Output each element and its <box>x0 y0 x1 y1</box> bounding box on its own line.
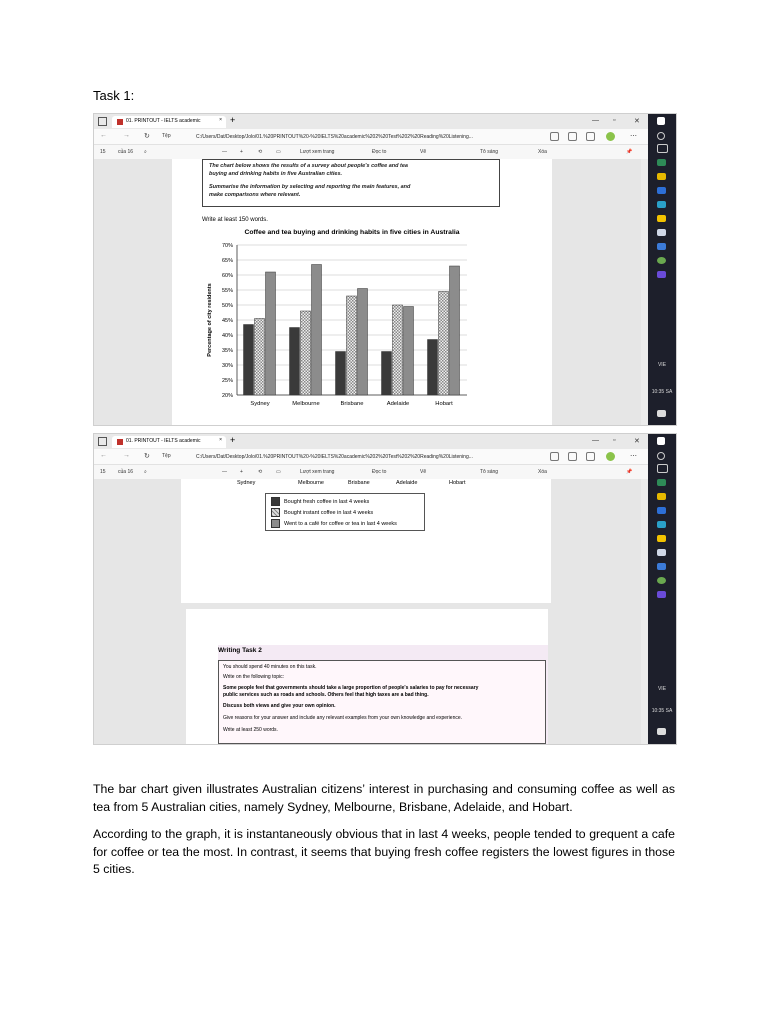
city-label: Sydney <box>237 480 256 486</box>
read-aloud-icon[interactable] <box>550 452 559 461</box>
y-tick-label: 55% <box>221 288 233 294</box>
collections-icon[interactable] <box>586 132 595 141</box>
bar <box>312 265 322 396</box>
bar <box>347 296 357 395</box>
essay-paragraph-2: According to the graph, it is instantaneously obvious that in last 4 weeks, people tended to grequent a cafe for coffee or tea the most. In contrast, it seems that buying fresh coffee registers the lowest figures in those 5 cities. <box>93 827 675 876</box>
back-icon[interactable]: ← <box>100 132 107 139</box>
close-window-button[interactable]: ✕ <box>634 438 640 445</box>
bar <box>439 292 449 396</box>
maximize-button[interactable]: ▫ <box>613 437 616 444</box>
writing-task-2-title: Writing Task 2 <box>218 647 262 654</box>
minimize-button[interactable]: — <box>592 437 599 444</box>
page-number-input[interactable]: 15 <box>100 469 106 475</box>
new-tab-button[interactable]: + <box>230 115 236 125</box>
app-icon[interactable] <box>657 229 666 236</box>
close-window-button[interactable]: ✕ <box>634 118 640 125</box>
y-tick-label: 25% <box>221 378 233 384</box>
windows-taskbar <box>648 114 676 425</box>
fit-icon[interactable]: ⟲ <box>258 469 263 475</box>
task-view-icon[interactable] <box>657 144 668 153</box>
forward-icon[interactable]: → <box>123 452 130 459</box>
y-tick-label: 35% <box>221 348 233 354</box>
erase-button[interactable]: Xóa <box>538 469 547 475</box>
page-total: của 16 <box>118 469 134 475</box>
app-icon[interactable] <box>657 159 666 166</box>
scrollbar[interactable] <box>641 159 648 425</box>
highlight-button[interactable]: Tô sáng <box>480 469 499 475</box>
search-icon[interactable]: ⌕ <box>144 469 147 475</box>
legend-swatch <box>271 497 280 506</box>
wt2-line: Write at least 250 words. <box>223 727 278 733</box>
clock[interactable]: 10:35 SA <box>651 708 673 714</box>
read-aloud-icon[interactable] <box>550 132 559 141</box>
bar <box>450 266 460 395</box>
y-tick-label: 50% <box>221 303 233 309</box>
bar <box>358 289 368 396</box>
erase-button[interactable]: Xóa <box>538 149 547 155</box>
x-tick-label: Hobart <box>435 401 453 407</box>
x-tick-label: Brisbane <box>340 401 364 407</box>
chrome-icon[interactable] <box>657 577 666 584</box>
pdf-icon <box>117 119 123 125</box>
city-label: Adelaide <box>396 480 418 486</box>
profile-avatar[interactable] <box>606 452 615 461</box>
more-icon[interactable]: ⋯ <box>630 453 637 460</box>
url-field[interactable]: C:/Users/Dat/Desktop/Jolo/01.%20PRINTOUT%20-%20IELTS%20academic%202%20Test%202%20Reading%20Listening... <box>196 134 473 140</box>
pdf-page <box>172 159 552 425</box>
collections-icon[interactable] <box>586 452 595 461</box>
chart-title: Coffee and tea buying and drinking habits in five cities in Australia <box>244 229 460 236</box>
browser-screenshot-1 <box>93 113 677 426</box>
page-number-input[interactable]: 15 <box>100 149 106 155</box>
y-tick-label: 40% <box>221 333 233 339</box>
legend-item <box>271 519 397 528</box>
address-bar <box>94 129 648 145</box>
windows-taskbar <box>648 434 676 744</box>
wt2-line: public services such as roads and schools. Others feel that high taxes are a bad thing. <box>223 692 429 698</box>
chart-legend <box>265 493 425 531</box>
wt2-line: Some people feel that governments should take a large proportion of people's salaries to pay for necessary <box>223 685 479 691</box>
zoom-in-button[interactable]: + <box>240 469 243 475</box>
tab-title: 01. PRINTOUT - IELTS academic <box>126 438 201 444</box>
y-tick-label: 20% <box>221 393 233 399</box>
legend-label: Went to a café for coffee or tea in last 4 weeks <box>284 520 397 527</box>
language-indicator[interactable]: VIE <box>657 686 667 692</box>
tab-actions-icon[interactable] <box>98 117 107 126</box>
windows-start-icon[interactable] <box>657 117 665 125</box>
fit-icon[interactable]: ⟲ <box>258 149 263 155</box>
folder-icon[interactable] <box>657 535 666 542</box>
prompt-line: The chart below shows the results of a survey about people's coffee and tea <box>209 163 408 169</box>
bar <box>336 352 346 396</box>
prompt-line: make comparisons where relevant. <box>209 192 301 198</box>
legend-item <box>271 508 373 517</box>
prompt-line: Summarise the information by selecting and reporting the main features, and <box>209 184 411 190</box>
scrollbar[interactable] <box>641 479 648 744</box>
draw-button[interactable]: Vẽ <box>420 149 427 155</box>
legend-label: Bought fresh coffee in last 4 weeks <box>284 498 370 505</box>
pdf-page <box>186 609 548 744</box>
page-total: của 16 <box>118 149 134 155</box>
legend-label: Bought instant coffee in last 4 weeks <box>284 509 374 516</box>
tab-close-icon[interactable]: × <box>219 117 222 123</box>
pdf-toolbar <box>94 145 648 160</box>
task-prompt-box <box>202 159 500 207</box>
tab-bar <box>94 434 648 449</box>
search-icon[interactable] <box>657 132 665 140</box>
y-tick-label: 65% <box>221 258 233 264</box>
city-label: Hobart <box>449 480 466 486</box>
url-label: Tệp <box>162 453 171 459</box>
app-icon[interactable] <box>657 549 666 556</box>
notification-icon[interactable] <box>657 410 666 417</box>
app-icon[interactable] <box>657 479 666 486</box>
writing-task-2 <box>218 645 548 745</box>
teams-icon[interactable] <box>657 591 666 598</box>
forward-icon[interactable]: → <box>123 132 130 139</box>
edge-icon[interactable] <box>657 201 666 208</box>
y-axis-label: Percentage of city residents <box>207 283 213 357</box>
back-icon[interactable]: ← <box>100 452 107 459</box>
draw-button[interactable]: Vẽ <box>420 469 427 475</box>
new-tab-button[interactable]: + <box>230 435 236 445</box>
pdf-viewport <box>94 479 648 744</box>
language-indicator[interactable]: VIE <box>657 362 667 368</box>
word-limit: Write at least 150 words. <box>202 217 268 223</box>
url-field[interactable]: C:/Users/Dat/Desktop/Jolo/01.%20PRINTOUT%20-%20IELTS%20academic%202%20Test%202%20Reading%20Listening... <box>196 454 473 460</box>
app-icon[interactable] <box>657 493 666 500</box>
essay-paragraph-1: The bar chart given illustrates Australian citizens’ interest in purchasing and consuming coffee as well as tea from 5 Australian cities, namely Sydney, Melbourne, Brisbane, Adelaide, and Hobart. <box>93 782 675 814</box>
bar <box>290 328 300 396</box>
url-label: Tệp <box>162 133 171 139</box>
teams-icon[interactable] <box>657 271 666 278</box>
folder-icon[interactable] <box>657 215 666 222</box>
writing-task-2-box <box>218 660 546 744</box>
zoom-in-button[interactable]: + <box>240 149 243 155</box>
bar-chart <box>172 225 552 425</box>
task-view-icon[interactable] <box>657 464 668 473</box>
refresh-icon[interactable]: ↻ <box>144 453 150 460</box>
page-fit-icon[interactable]: ▭ <box>276 469 281 475</box>
profile-avatar[interactable] <box>606 132 615 141</box>
wt2-line: You should spend 40 minutes on this task. <box>223 664 317 670</box>
mail-icon[interactable] <box>657 187 666 194</box>
y-tick-label: 30% <box>221 363 233 369</box>
bar <box>266 272 276 395</box>
prompt-line: buying and drinking habits in five Australian cities. <box>209 171 343 177</box>
app-icon[interactable] <box>657 173 666 180</box>
browser-screenshot-2 <box>93 433 677 745</box>
page-fit-icon[interactable]: ▭ <box>276 149 281 155</box>
bar <box>301 311 311 395</box>
read-aloud-button[interactable]: Đọc to <box>372 469 387 475</box>
city-label: Brisbane <box>348 480 370 486</box>
bar <box>428 340 438 396</box>
legend-item <box>271 497 369 506</box>
bar <box>393 305 403 395</box>
app-icon[interactable] <box>657 243 666 250</box>
y-tick-label: 70% <box>221 243 233 249</box>
legend-swatch <box>271 519 280 528</box>
page-view-button[interactable]: Lượt xem trang <box>300 149 335 155</box>
refresh-icon[interactable]: ↻ <box>144 133 150 140</box>
wt2-line: Write on the following topic: <box>223 674 285 680</box>
pdf-icon <box>117 439 123 445</box>
x-tick-label: Sydney <box>250 401 270 407</box>
pin-icon[interactable]: 📌 <box>626 469 633 475</box>
chrome-icon[interactable] <box>657 257 666 264</box>
search-icon[interactable] <box>657 452 665 460</box>
read-aloud-button[interactable]: Đọc to <box>372 149 387 155</box>
windows-start-icon[interactable] <box>657 437 665 445</box>
app-icon[interactable] <box>657 563 666 570</box>
page-view-button[interactable]: Lượt xem trang <box>300 469 335 475</box>
search-icon[interactable]: ⌕ <box>144 149 147 155</box>
maximize-button[interactable]: ▫ <box>613 117 616 124</box>
tab-actions-icon[interactable] <box>98 437 107 446</box>
address-bar <box>94 449 648 465</box>
pdf-toolbar <box>94 465 648 480</box>
notification-icon[interactable] <box>657 728 666 735</box>
wt2-line: Discuss both views and give your own opinion. <box>223 703 336 709</box>
tab-title: 01. PRINTOUT - IELTS academic <box>126 118 201 124</box>
clock[interactable]: 10:35 SA <box>651 389 673 395</box>
browser-tab[interactable] <box>112 436 226 448</box>
bar <box>244 325 254 396</box>
tab-close-icon[interactable]: × <box>219 437 222 443</box>
bar <box>404 307 414 396</box>
y-tick-label: 60% <box>221 273 233 279</box>
favorite-icon[interactable] <box>568 132 577 141</box>
pdf-viewport <box>94 159 648 425</box>
tab-bar <box>94 114 648 129</box>
zoom-out-button[interactable]: — <box>222 149 227 155</box>
pdf-page <box>181 479 551 603</box>
task-heading: Task 1: <box>93 88 135 103</box>
y-tick-label: 45% <box>221 318 233 324</box>
city-label: Melbourne <box>298 480 324 486</box>
favorite-icon[interactable] <box>568 452 577 461</box>
zoom-out-button[interactable]: — <box>222 469 227 475</box>
wt2-line: Give reasons for your answer and include any relevant examples from your own knowledge and experience. <box>223 715 463 721</box>
mail-icon[interactable] <box>657 507 666 514</box>
edge-icon[interactable] <box>657 521 666 528</box>
x-tick-label: Melbourne <box>292 401 320 407</box>
minimize-button[interactable]: — <box>592 117 599 124</box>
pin-icon[interactable]: 📌 <box>626 149 633 155</box>
x-tick-label: Adelaide <box>386 401 410 407</box>
highlight-button[interactable]: Tô sáng <box>480 149 499 155</box>
bar <box>255 319 265 396</box>
legend-swatch <box>271 508 280 517</box>
browser-tab[interactable] <box>112 116 226 128</box>
more-icon[interactable]: ⋯ <box>630 133 637 140</box>
bar <box>382 352 392 396</box>
